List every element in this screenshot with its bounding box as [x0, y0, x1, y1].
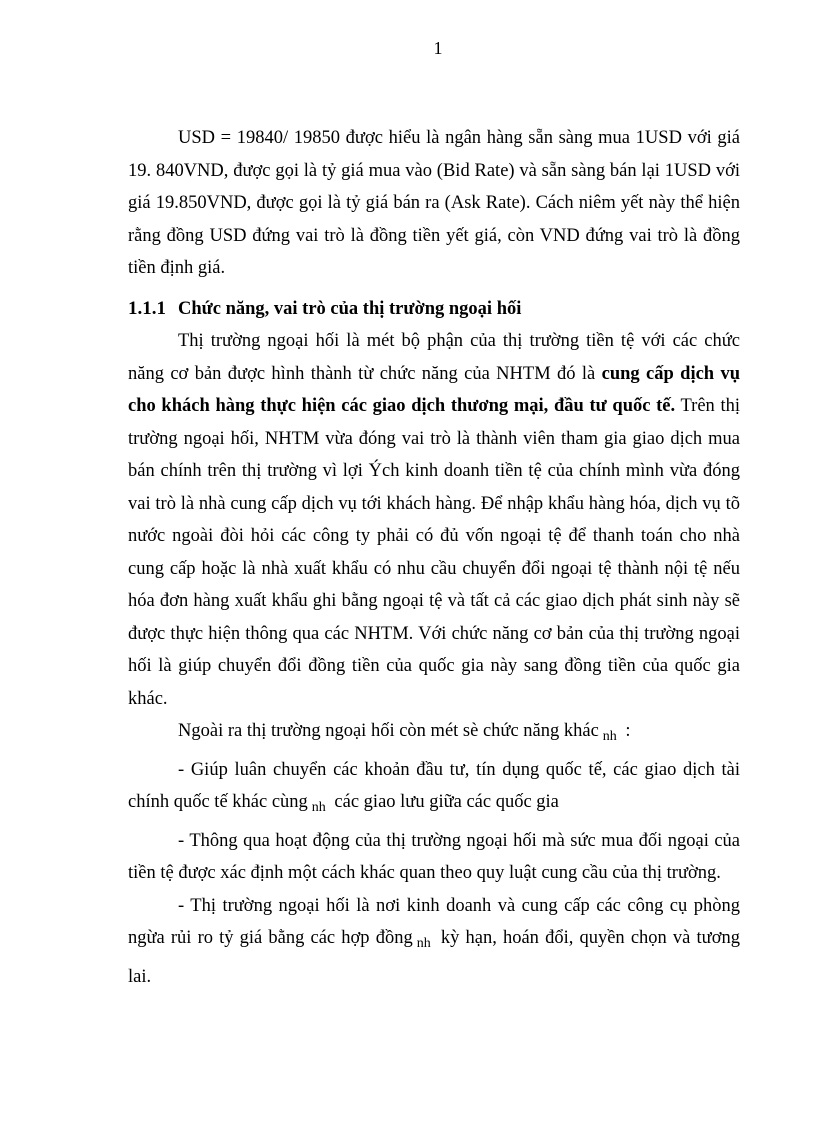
bullet-item-purchasing-power: - Thông qua hoạt động của thị trường ngoại hối mà sức mua đối ngoại của tiền tệ được xác định một cách khác quan theo quy luật cung cầu của thị trường. — [128, 830, 740, 883]
other-functions-intro — [128, 715, 740, 754]
page-number: 1 — [433, 38, 443, 58]
bullet-item-hedging-end: kỳ hạn, hoán đổi, quyền chọn và tương lai. — [128, 928, 740, 987]
bullet-item-investment — [128, 754, 740, 825]
intro-paragraph: USD = 19840/ 19850 được hiểu là ngân hàng sẵn sàng mua 1USD với giá 19. 840VND, được gọi là tỷ giá mua vào (Bid Rate) và sẵn sàng bán lại 1USD với giá 19.850VND, được gọi là tỷ giá bán ra (Ask Rate). Cách niêm yết này thể hiện rằng đồng USD đứng vai trò là đồng tiền yết giá, còn VND đứng vai trò là đồng tiền định giá. — [128, 128, 740, 278]
document-body — [128, 122, 740, 993]
functions-text-start: Thị trường ngoại hối là mét bộ phận của thị trường tiền tệ với các chức năng cơ bản được hình thành từ chức năng của NHTM đó là — [128, 331, 740, 384]
bullet-item-hedging — [128, 890, 740, 994]
functions-bold-phrase: cung cấp dịch vụ cho khách hàng thực hiện các giao dịch thương mại, đầu tư quốc tế. — [128, 363, 741, 416]
other-functions-fragment: nh — [602, 729, 617, 744]
functions-text-end: Trên thị trường ngoại hối, NHTM vừa đóng vai trò là thành viên tham gia giao dịch mua bán chính trên thị trường vì lợi Ých kinh doanh tiền tệ của chính mình vừa đóng vai trò là nhà cung cấp dịch vụ tới khách hàng. Để nhập khẩu hàng hóa, dịch vụ tõ nước ngoài đòi hỏi các công ty phải có đủ vốn ngoại tệ để thanh toán cho nhà cung cấp hoặc là nhà xuất khẩu có nhu cầu chuyển đổi ngoại tệ thành nội tệ nếu hóa đơn hàng xuất khẩu ghi bằng ngoại tệ và tất cả các giao dịch phát sinh này sẽ được thực hiện thông qua các NHTM. Với chức năng cơ bản của thị trường ngoại hối là giúp chuyển đổi đồng tiền của quốc gia này sang đồng tiền của quốc gia khác. — [128, 396, 740, 709]
other-functions-colon: : — [620, 721, 631, 741]
section-number: 1.1.1 — [128, 297, 166, 319]
bullet-item-investment-start: - Giúp luân chuyển các khoản đầu tư, tín dụng quốc tế, các giao dịch tài chính quốc tế khác cùng — [128, 759, 740, 812]
bullet-item-hedging-start: - Thị trường ngoại hối là nơi kinh doanh và cung cấp các công cụ phòng ngừa rủi ro tỷ giá bằng các hợp đồng — [128, 895, 740, 948]
bullet-item-investment-fragment: nh — [311, 800, 326, 815]
other-functions-text: Ngoài ra thị trường ngoại hối còn mét sè chức năng khác — [178, 721, 599, 741]
section-title: Chức năng, vai trò của thị trường ngoại hối — [178, 298, 522, 319]
bullet-item-investment-end: các giao lưu giữa các quốc gia — [329, 792, 559, 812]
section-heading — [128, 293, 740, 326]
bullet-item-hedging-fragment: nh — [416, 936, 431, 951]
functions-paragraph — [128, 325, 740, 715]
